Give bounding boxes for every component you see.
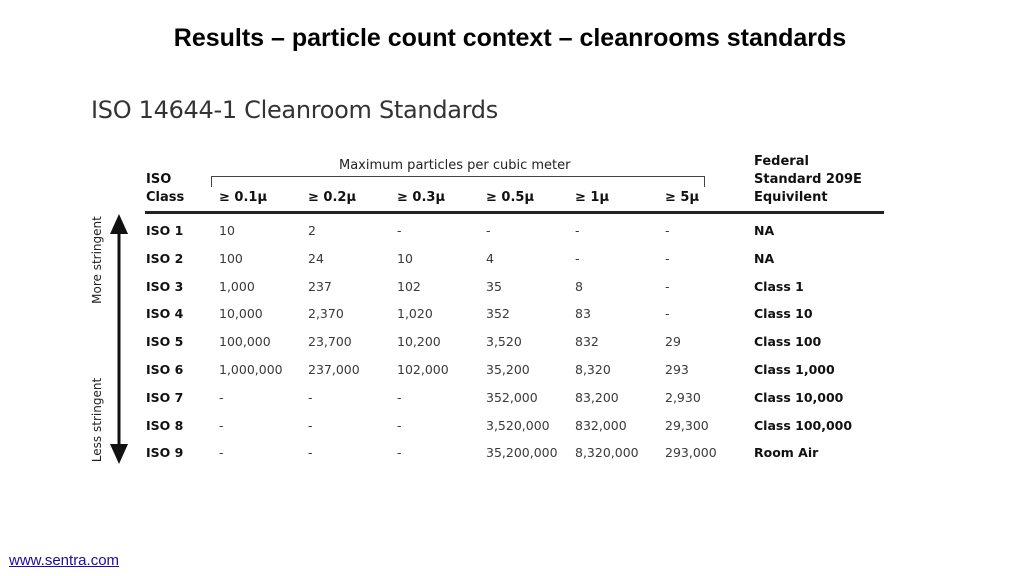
federal-equivalent-cell: Class 10	[754, 306, 813, 322]
particle-count-cell: -	[575, 223, 580, 238]
particle-count-cell: -	[219, 389, 224, 405]
particle-count-cell: 8	[575, 278, 583, 294]
particle-count-cell: -	[308, 389, 313, 405]
particle-count-cell: 100,000	[219, 334, 271, 350]
federal-equivalent-cell: Room Air	[754, 445, 819, 461]
size-header-1: ≥ 0.2μ	[308, 190, 357, 205]
federal-equivalent-cell: Class 1,000	[754, 362, 835, 377]
particle-count-cell: 2	[308, 223, 316, 238]
table-title: ISO 14644-1 Cleanroom Standards	[91, 96, 498, 124]
particle-count-cell: 29	[665, 334, 681, 350]
particle-count-cell: -	[486, 223, 491, 238]
federal-equivalent-cell: NA	[754, 223, 775, 238]
particle-count-cell: 832	[575, 334, 599, 350]
particle-count-cell: 3,520,000	[486, 417, 550, 433]
iso-class-cell: ISO 4	[146, 306, 184, 322]
max-particles-header: Maximum particles per cubic meter	[339, 158, 571, 173]
stringency-arrow	[104, 210, 134, 470]
size-header-0: ≥ 0.1μ	[219, 190, 268, 205]
particle-count-cell: 1,000	[219, 278, 255, 294]
iso-class-cell: ISO 3	[146, 278, 184, 294]
particle-count-cell: 24	[308, 250, 324, 266]
particle-count-cell: 293,000	[665, 445, 717, 461]
particle-count-cell: 293	[665, 362, 689, 377]
iso-class-cell: ISO 7	[146, 389, 184, 405]
particle-count-cell: 10,200	[397, 334, 441, 350]
size-header-4: ≥ 1μ	[575, 190, 610, 205]
particle-count-cell: -	[308, 417, 313, 433]
arrow-shaft	[118, 232, 121, 450]
iso-class-cell: ISO 8	[146, 417, 184, 433]
size-header-3: ≥ 0.5μ	[486, 190, 535, 205]
federal-equivalent-cell: Class 100	[754, 334, 822, 350]
particle-count-cell: 10	[397, 250, 413, 266]
iso-class-cell: ISO 2	[146, 250, 184, 266]
particle-count-cell: 1,020	[397, 306, 433, 322]
particle-count-cell: -	[665, 223, 670, 238]
particle-count-cell: 100	[219, 250, 243, 266]
particle-count-cell: 4	[486, 250, 494, 266]
particle-count-cell: -	[397, 223, 402, 238]
iso-class-header: ISO Class	[146, 172, 185, 205]
particle-count-cell: -	[665, 306, 670, 322]
particle-count-cell: 8,320,000	[575, 445, 639, 461]
particle-count-cell: 3,520	[486, 334, 522, 350]
particle-count-cell: -	[575, 250, 580, 266]
particle-count-cell: 8,320	[575, 362, 611, 377]
header-rule	[145, 211, 884, 214]
particle-count-cell: 83,200	[575, 389, 619, 405]
particle-count-cell: 10,000	[219, 306, 263, 322]
particle-count-cell: 102,000	[397, 362, 449, 377]
particle-count-cell: 102	[397, 278, 421, 294]
particle-count-cell: 832,000	[575, 417, 627, 433]
particle-count-cell: -	[665, 250, 670, 266]
federal-equivalent-cell: Class 1	[754, 278, 804, 294]
max-particles-bracket	[211, 176, 705, 187]
footer-link[interactable]: www.sentra.com	[9, 552, 120, 569]
particle-count-cell: 29,300	[665, 417, 709, 433]
iso-class-cell: ISO 9	[146, 445, 184, 461]
particle-count-cell: 35,200	[486, 362, 530, 377]
iso-class-cell: ISO 1	[146, 223, 184, 238]
iso-class-cell: ISO 6	[146, 362, 184, 377]
particle-count-cell: 35,200,000	[486, 445, 558, 461]
federal-equivalent-cell: Class 10,000	[754, 389, 844, 405]
particle-count-cell: 10	[219, 223, 235, 238]
particle-count-cell: 2,930	[665, 389, 701, 405]
slide-title: Results – particle count context – cleanrooms standards	[173, 24, 847, 52]
particle-count-cell: 23,700	[308, 334, 352, 350]
arrow-up-head	[110, 214, 128, 234]
particle-count-cell: 35	[486, 278, 502, 294]
particle-count-cell: -	[219, 417, 224, 433]
particle-count-cell: -	[219, 445, 224, 461]
iso-class-cell: ISO 5	[146, 334, 184, 350]
particle-count-cell: 237,000	[308, 362, 360, 377]
particle-count-cell: -	[397, 417, 402, 433]
size-header-2: ≥ 0.3μ	[397, 190, 446, 205]
arrow-down-head	[110, 444, 128, 464]
particle-count-cell: 83	[575, 306, 591, 322]
particle-count-cell: 352,000	[486, 389, 538, 405]
less-stringent-label: Less stringent	[90, 377, 104, 463]
size-header-5: ≥ 5μ	[665, 190, 700, 205]
particle-count-cell: 352	[486, 306, 510, 322]
particle-count-cell: -	[397, 389, 402, 405]
particle-count-cell: -	[665, 278, 670, 294]
particle-count-cell: 237	[308, 278, 332, 294]
particle-count-cell: -	[308, 445, 313, 461]
particle-count-cell: 2,370	[308, 306, 344, 322]
more-stringent-label: More stringent	[90, 216, 104, 304]
federal-equivalent-cell: Class 100,000	[754, 417, 853, 433]
particle-count-cell: -	[397, 445, 402, 461]
particle-count-cell: 1,000,000	[219, 362, 283, 377]
federal-standard-header: Federal Standard 209E Equivilent	[754, 154, 862, 205]
federal-equivalent-cell: NA	[754, 250, 775, 266]
